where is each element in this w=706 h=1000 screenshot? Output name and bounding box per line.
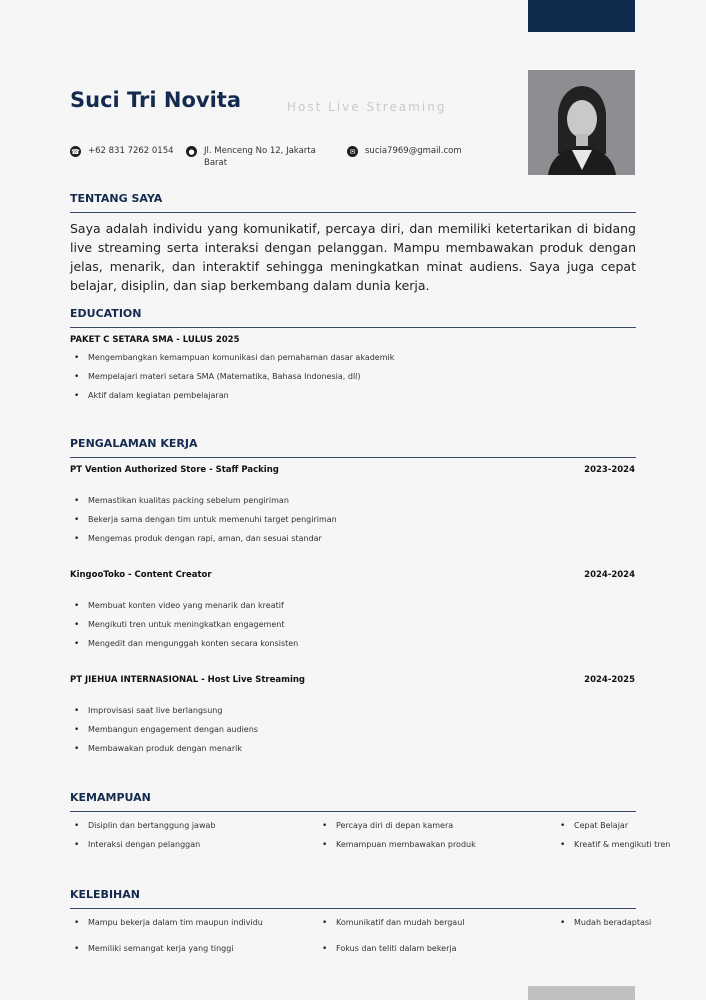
list-item: • Kemampuan membawakan produk [318, 839, 556, 858]
skills-list [70, 820, 318, 858]
about-title: TENTANG SAYA [70, 192, 163, 205]
list-item: • Interaksi dengan pelanggan [70, 839, 318, 858]
list-item: • Percaya diri di depan kamera [318, 820, 556, 839]
list-item: • Mudah beradaptasi [556, 917, 686, 936]
list-item: • Membuat konten video yang menarik dan kreatif [70, 600, 298, 619]
education-title: EDUCATION [70, 307, 142, 320]
bottom-accent-bar [528, 986, 635, 1000]
list-item: • Mengembangkan kemampuan komunikasi dan pemahaman dasar akademik [70, 352, 394, 371]
experience-title: PENGALAMAN KERJA [70, 437, 198, 450]
job-years: 2023-2024 [584, 465, 635, 475]
skills-title: KEMAMPUAN [70, 791, 151, 804]
list-item: • Aktif dalam kegiatan pembelajaran [70, 390, 394, 409]
list-item: • Memastikan kualitas packing sebelum pengiriman [70, 495, 337, 514]
profile-photo [528, 70, 635, 175]
strengths-title: KELEBIHAN [70, 888, 140, 901]
education-list [70, 352, 394, 409]
list-item: • Cepat Belajar [556, 820, 686, 839]
contact-email: ✉ sucia7969@gmail.com [347, 145, 497, 157]
strengths-list [556, 917, 686, 962]
list-item: • Mengedit dan mengunggah konten secara konsisten [70, 638, 298, 657]
job-duties [70, 600, 298, 657]
education-school: PAKET C SETARA SMA - LULUS 2025 [70, 335, 240, 345]
contact-address: ● Jl. Menceng No 12, Jakarta Barat [186, 145, 336, 169]
skills-list [556, 820, 686, 858]
contact-phone: ☎ +62 831 7262 0154 [71, 146, 174, 156]
job-duties [70, 495, 337, 552]
list-item: • Bekerja sama dengan tim untuk memenuhi target pengiriman [70, 514, 337, 533]
skills-list [318, 820, 556, 858]
list-item: • Komunikatif dan mudah bergaul [318, 917, 556, 943]
job-duties [70, 705, 258, 762]
divider [70, 457, 636, 458]
divider [70, 811, 636, 812]
list-item: • Membawakan produk dengan menarik [70, 743, 258, 762]
email-icon: ✉ [347, 146, 358, 157]
location-icon: ● [186, 146, 197, 157]
list-item: • Disiplin dan bertanggung jawab [70, 820, 318, 839]
strengths-list [70, 917, 318, 962]
job-role: Host Live Streaming [287, 100, 447, 114]
job-years: 2024-2024 [584, 570, 635, 580]
divider [70, 212, 636, 213]
job-title: PT JIEHUA INTERNASIONAL - Host Live Streaming [70, 675, 306, 685]
top-accent-bar [528, 0, 635, 32]
job-years: 2024-2025 [584, 675, 635, 685]
skills-columns [70, 820, 686, 858]
list-item: • Fokus dan teliti dalam bekerja [318, 943, 556, 962]
about-text: Saya adalah individu yang komunikatif, percaya diri, dan memiliki ketertarikan di bidang live streaming serta interaksi dengan pelanggan. Mampu membawakan produk dengan jelas, menarik, dan interaktif sehingga meningkatkan minat audiens. Saya juga cepat belajar, disiplin, dan siap berkembang dalam dunia kerja. [70, 221, 636, 293]
list-item: • Mampu bekerja dalam tim maupun individu [70, 917, 318, 943]
strengths-list [318, 917, 556, 962]
divider [70, 908, 636, 909]
list-item: • Membangun engagement dengan audiens [70, 724, 258, 743]
phone-icon: ☎ [71, 147, 80, 156]
list-item: • Mengikuti tren untuk meningkatkan engagement [70, 619, 298, 638]
divider [70, 327, 636, 328]
list-item: • Memiliki semangat kerja yang tinggi [70, 943, 318, 962]
list-item: • Mengemas produk dengan rapi, aman, dan sesuai standar [70, 533, 337, 552]
list-item: • Kreatif & mengikuti tren [556, 839, 686, 858]
strengths-columns [70, 917, 686, 962]
job-title: KingooToko - Content Creator [70, 570, 212, 580]
list-item: • Mempelajari materi setara SMA (Matematika, Bahasa Indonesia, dll) [70, 371, 394, 390]
list-item: • Improvisasi saat live berlangsung [70, 705, 258, 724]
candidate-name: Suci Tri Novita [70, 88, 242, 112]
job-title: PT Vention Authorized Store - Staff Packing [70, 465, 279, 475]
